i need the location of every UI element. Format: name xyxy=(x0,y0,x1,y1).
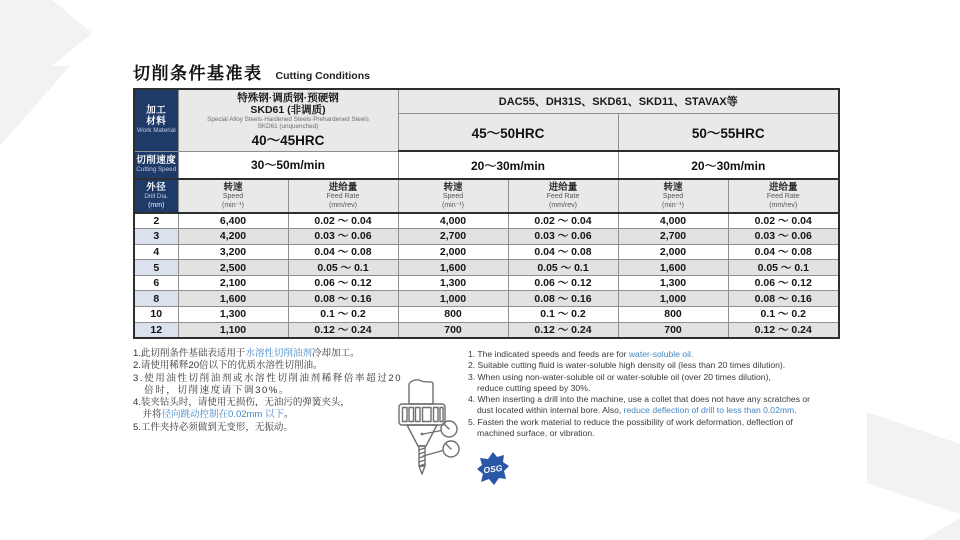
feed-column-header-2: 进给量 Feed Rate (mm/rev) xyxy=(508,179,618,213)
cell-speed: 2,700 xyxy=(618,229,728,245)
table-row xyxy=(134,307,839,323)
table-row xyxy=(134,213,839,229)
note-item xyxy=(468,360,868,371)
note-highlight-text: 径向跳动控制在0.02mm 以下 xyxy=(161,409,284,421)
cell-speed: 700 xyxy=(398,322,508,338)
speed-column-header-1: 转速 Speed (min⁻¹) xyxy=(178,179,288,213)
cell-drill-dia: 6 xyxy=(134,275,178,291)
cell-speed: 700 xyxy=(618,322,728,338)
note-text: 5. Fasten the work material to reduce the possibility of work deformation, deflection of xyxy=(468,416,793,427)
cell-feed-rate: 0.08 ～ 0.16 xyxy=(728,291,839,307)
work-material-label-cn: 加工材料 xyxy=(146,105,167,128)
cell-drill-dia: 12 xyxy=(134,322,178,338)
material-dac-group-cell: DAC55、DH31S、SKD61、SKD11、STAVAX等 xyxy=(398,89,839,113)
note-text: 4.装夹钻头时，请使用无损伤，无油污的弹簧夹头， xyxy=(133,397,350,409)
cell-speed: 2,000 xyxy=(398,244,508,260)
page-title xyxy=(133,64,370,84)
note-text: machined surface, or vibration. xyxy=(477,428,595,439)
speed-column-header-3: 转速 Speed (min⁻¹) xyxy=(618,179,728,213)
cell-speed: 4,200 xyxy=(178,229,288,245)
note-text: reduce cutting speed by 30%. xyxy=(477,382,591,393)
notes-english xyxy=(468,349,868,439)
cell-speed: 4,000 xyxy=(398,213,508,229)
speed-column-header-2: 转速 Speed (min⁻¹) xyxy=(398,179,508,213)
drill-dia-header-cell xyxy=(134,179,178,213)
cell-speed: 1,000 xyxy=(618,291,728,307)
table-row xyxy=(134,291,839,307)
work-material-label-en: Work Material xyxy=(136,127,176,135)
drill-dia-unit: (mm) xyxy=(148,202,165,209)
cell-feed-rate: 0.06 ～ 0.12 xyxy=(728,275,839,291)
cell-feed-rate: 0.02 ～ 0.04 xyxy=(728,213,839,229)
material-skd61-cell xyxy=(178,89,398,151)
drill-runout-illustration xyxy=(390,378,470,490)
cutting-speed-label-cn: 切削速度 xyxy=(136,155,177,167)
note-text: 3.使用油性切削油剂或水溶性切削油剂稀释倍率超过20 xyxy=(133,372,403,384)
osg-logo xyxy=(477,452,509,488)
cell-speed: 1,300 xyxy=(178,307,288,323)
page-title-chinese: 切削条件基准表 xyxy=(133,64,263,83)
cell-feed-rate: 0.04 ～ 0.08 xyxy=(288,244,398,260)
note-text: 2.请使用稀释20倍以下的优质水溶性切削油。 xyxy=(133,360,323,372)
cell-feed-rate: 0.12 ～ 0.24 xyxy=(728,322,839,338)
note-item xyxy=(133,348,443,360)
note-highlight-text: water-soluble oil. xyxy=(628,349,694,359)
table-row xyxy=(134,229,839,245)
cell-drill-dia: 4 xyxy=(134,244,178,260)
cell-feed-rate: 0.03 ～ 0.06 xyxy=(288,229,398,245)
note-text: 。 xyxy=(283,409,294,421)
cell-feed-rate: 0.05 ～ 0.1 xyxy=(288,260,398,276)
cell-speed: 1,600 xyxy=(178,291,288,307)
cell-drill-dia: 5 xyxy=(134,260,178,276)
table-row xyxy=(134,244,839,260)
cell-feed-rate: 0.02 ～ 0.04 xyxy=(288,213,398,229)
cutting-speed-header-cell xyxy=(134,151,178,179)
cutting-speed-value-1: 30～50m/min xyxy=(178,151,398,179)
feed-column-header-3: 进给量 Feed Rate (mm/rev) xyxy=(728,179,839,213)
cell-speed: 1,600 xyxy=(398,260,508,276)
osg-logo-text: OSG xyxy=(482,462,503,476)
cutting-speed-value-3: 20～30m/min xyxy=(618,151,839,179)
table-row xyxy=(134,275,839,291)
cutting-speed-label-en: Cutting Speed xyxy=(136,166,177,174)
material1-name2: SKD61 (非调质) xyxy=(250,103,326,116)
bottom-right-chevron-decoration xyxy=(860,380,960,540)
cell-speed: 3,200 xyxy=(178,244,288,260)
cell-feed-rate: 0.12 ～ 0.24 xyxy=(288,322,398,338)
cell-feed-rate: 0.06 ～ 0.12 xyxy=(288,275,398,291)
work-material-header-cell xyxy=(134,89,178,151)
cell-speed: 6,400 xyxy=(178,213,288,229)
note-highlight-text: reduce deflection of drill to less than 0.02mm. xyxy=(623,405,797,416)
top-left-chevron-decoration xyxy=(0,0,130,150)
cell-feed-rate: 0.03 ～ 0.06 xyxy=(728,229,839,245)
note-text: 1. The indicated speeds and feeds are for xyxy=(468,349,629,359)
cell-speed: 2,700 xyxy=(398,229,508,245)
note-text: dust located within internal bore. Also, xyxy=(477,405,624,416)
cell-speed: 4,000 xyxy=(618,213,728,229)
cell-speed: 2,500 xyxy=(178,260,288,276)
cell-speed: 1,300 xyxy=(398,275,508,291)
note-text: 并将 xyxy=(133,409,162,421)
note-text: 5.工件夹持必须做到无变形，无振动。 xyxy=(133,421,293,433)
cell-feed-rate: 0.05 ～ 0.1 xyxy=(508,260,618,276)
cell-feed-rate: 0.06 ～ 0.12 xyxy=(508,275,618,291)
drill-dia-label-en: Drill Dia. xyxy=(144,193,169,200)
cell-speed: 800 xyxy=(618,307,728,323)
cell-speed: 2,000 xyxy=(618,244,728,260)
cell-drill-dia: 2 xyxy=(134,213,178,229)
note-item xyxy=(468,417,868,440)
note-item xyxy=(468,372,868,395)
note-highlight-text: 水溶性切削油剂 xyxy=(245,348,312,359)
cutting-conditions-table xyxy=(133,88,840,339)
cutting-speed-value-2: 20～30m/min xyxy=(398,151,618,179)
cell-feed-rate: 0.03 ～ 0.06 xyxy=(508,229,618,245)
cell-speed: 1,600 xyxy=(618,260,728,276)
cell-feed-rate: 0.1 ～ 0.2 xyxy=(288,307,398,323)
hrc-50-55-cell: 50～55HRC xyxy=(618,113,839,151)
cell-feed-rate: 0.02 ～ 0.04 xyxy=(508,213,618,229)
cell-feed-rate: 0.1 ～ 0.2 xyxy=(508,307,618,323)
note-text: 3. When using non-water-soluble oil or water-soluble oil (over 20 times dilution), xyxy=(468,371,771,382)
material1-hardness: 40～45HRC xyxy=(251,132,325,148)
note-text: 4. When inserting a drill into the machine, use a collet that does not have any scratches or xyxy=(468,394,811,405)
cell-speed: 1,300 xyxy=(618,275,728,291)
note-text: 1.此切削条件基础表适用于 xyxy=(133,348,246,359)
material1-name-cn: 特殊钢·调质钢·预硬钢 xyxy=(237,91,339,104)
material1-name-en2: SKD61 (unquenched) xyxy=(257,123,319,131)
table-data-rows xyxy=(134,213,839,338)
material1-name-en: Special Alloy Steels·Hardened Steels·Prehardened Steels xyxy=(207,115,369,123)
cell-drill-dia: 10 xyxy=(134,307,178,323)
note-item xyxy=(468,349,868,360)
note-item xyxy=(133,360,443,372)
cell-feed-rate: 0.1 ～ 0.2 xyxy=(728,307,839,323)
cell-speed: 2,100 xyxy=(178,275,288,291)
cell-feed-rate: 0.08 ～ 0.16 xyxy=(508,291,618,307)
cell-drill-dia: 8 xyxy=(134,291,178,307)
cell-feed-rate: 0.04 ～ 0.08 xyxy=(508,244,618,260)
note-text: 2. Suitable cutting fluid is water-soluble high density oil (less than 20 times dilution). xyxy=(468,360,786,371)
note-item xyxy=(468,394,868,417)
note-text: 倍时，切削速度请下调30%。 xyxy=(133,384,291,396)
drill-dia-label-cn: 外径 xyxy=(146,182,167,193)
table-row xyxy=(134,260,839,276)
note-text: 冷却加工。 xyxy=(311,348,360,359)
dial-gauge-icon xyxy=(423,421,459,457)
cell-speed: 800 xyxy=(398,307,508,323)
collet-chuck-icon xyxy=(399,380,445,474)
hrc-45-50-cell: 45～50HRC xyxy=(398,113,618,151)
cell-speed: 1,100 xyxy=(178,322,288,338)
page-title-english: Cutting Conditions xyxy=(275,70,370,82)
feed-column-header-1: 进给量 Feed Rate (mm/rev) xyxy=(288,179,398,213)
cell-speed: 1,000 xyxy=(398,291,508,307)
cell-feed-rate: 0.04 ～ 0.08 xyxy=(728,244,839,260)
cell-feed-rate: 0.05 ～ 0.1 xyxy=(728,260,839,276)
table-row xyxy=(134,322,839,338)
cell-feed-rate: 0.08 ～ 0.16 xyxy=(288,291,398,307)
cell-drill-dia: 3 xyxy=(134,229,178,245)
cell-feed-rate: 0.12 ～ 0.24 xyxy=(508,322,618,338)
